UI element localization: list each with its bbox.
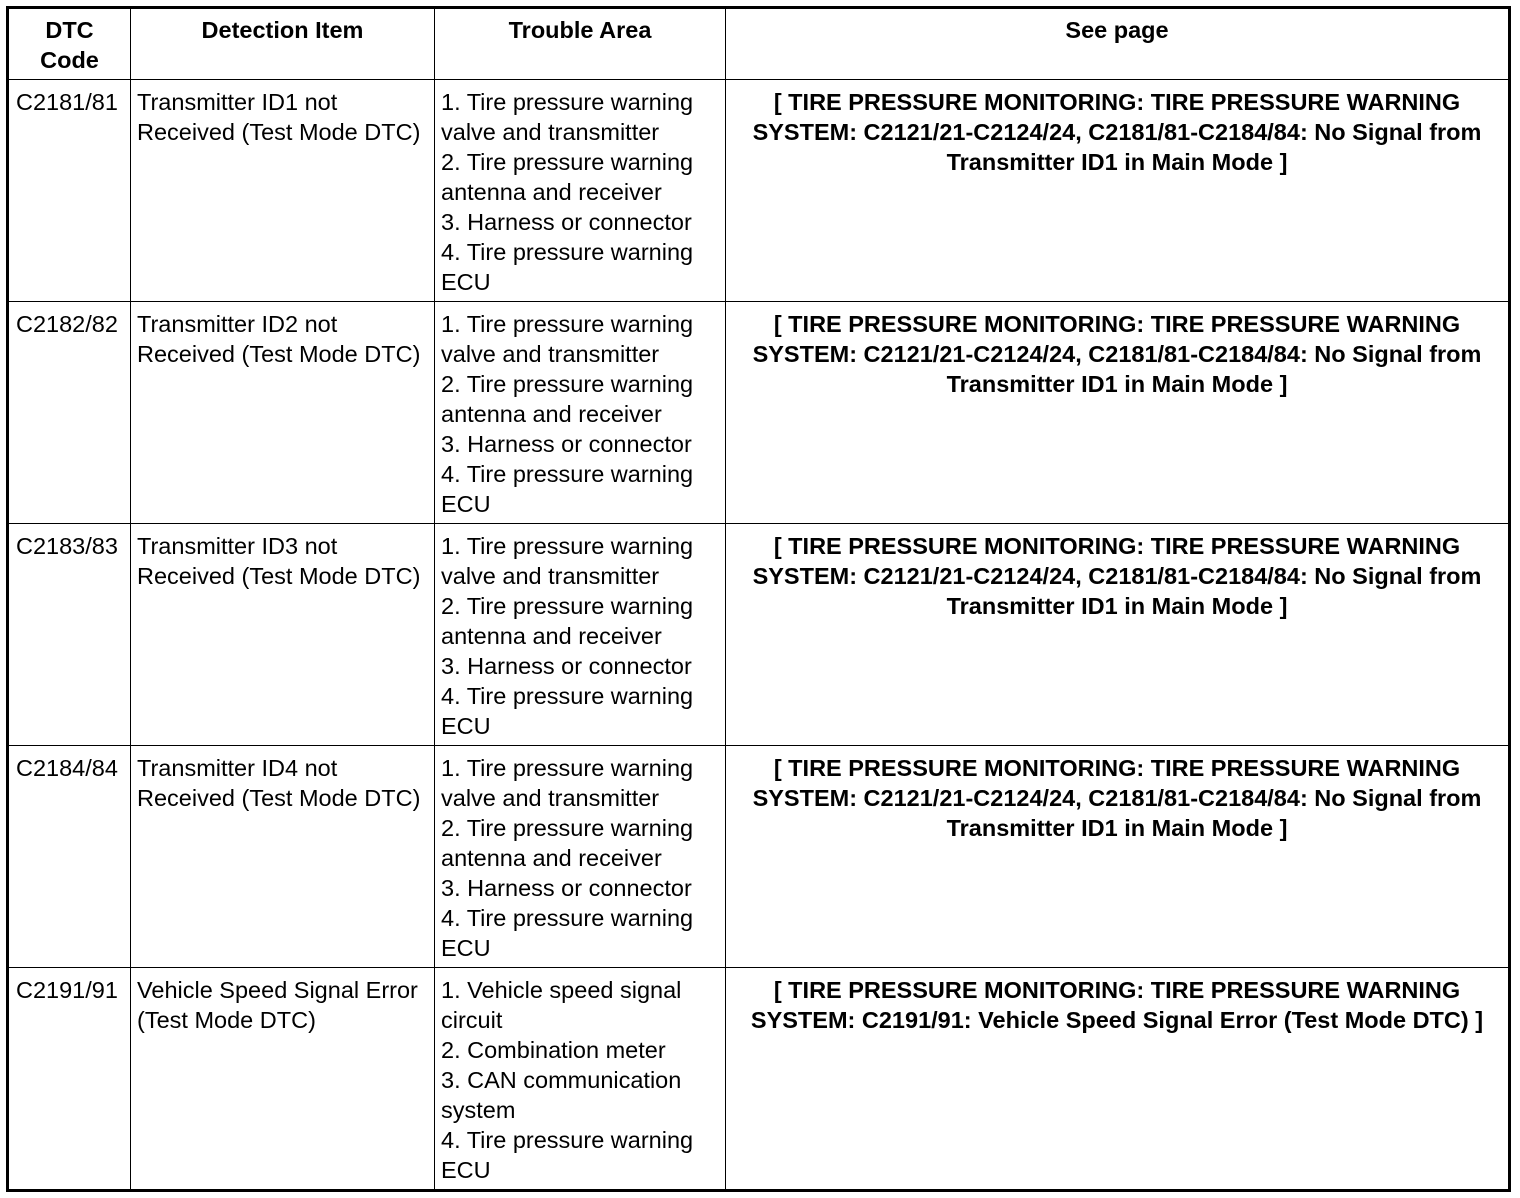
dtc-table (6, 6, 1511, 1192)
header-dtc-code-label: DTC Code (40, 17, 99, 73)
dtc-code-cell: C2182/82 (8, 302, 131, 524)
header-dtc-code (8, 8, 131, 80)
trouble-area-cell (435, 968, 726, 1191)
trouble-area-item: 4. Tire pressure warning ECU (441, 905, 694, 961)
trouble-area-cell (435, 80, 726, 302)
dtc-code-cell: C2183/83 (8, 524, 131, 746)
header-row (8, 8, 1510, 80)
trouble-area-item: 3. Harness or connector (441, 653, 692, 679)
table-row (8, 968, 1510, 1191)
trouble-area-item: 1. Tire pressure warning valve and transmitter (441, 89, 694, 145)
trouble-area-cell (435, 746, 726, 968)
see-page-reference: [ TIRE PRESSURE MONITORING: TIRE PRESSURE WARNING SYSTEM: C2121/21-C2124/24, C2181/81-C2184/84: No Signal from Transmitter ID1 in Main Mode ] (726, 746, 1510, 968)
see-page-reference: [ TIRE PRESSURE MONITORING: TIRE PRESSURE WARNING SYSTEM: C2121/21-C2124/24, C2181/81-C2184/84: No Signal from Transmitter ID1 in Main Mode ] (726, 524, 1510, 746)
trouble-area-item: 2. Combination meter (441, 1037, 666, 1063)
trouble-area-item: 1. Tire pressure warning valve and transmitter (441, 755, 694, 811)
detection-item-cell: Vehicle Speed Signal Error (Test Mode DTC) (131, 968, 435, 1191)
trouble-area-item: 3. Harness or connector (441, 431, 692, 457)
trouble-area-item: 4. Tire pressure warning ECU (441, 683, 694, 739)
trouble-area-item: 1. Tire pressure warning valve and transmitter (441, 533, 694, 589)
trouble-area-item: 2. Tire pressure warning antenna and receiver (441, 593, 694, 649)
trouble-area-cell (435, 302, 726, 524)
header-trouble-area: Trouble Area (435, 8, 726, 80)
trouble-area-item: 4. Tire pressure warning ECU (441, 239, 694, 295)
detection-item-cell: Transmitter ID1 not Received (Test Mode DTC) (131, 80, 435, 302)
detection-item-cell: Transmitter ID3 not Received (Test Mode DTC) (131, 524, 435, 746)
see-page-reference: [ TIRE PRESSURE MONITORING: TIRE PRESSURE WARNING SYSTEM: C2191/91: Vehicle Speed Signal Error (Test Mode DTC) ] (726, 968, 1510, 1191)
trouble-area-item: 1. Tire pressure warning valve and transmitter (441, 311, 694, 367)
detection-item-cell: Transmitter ID2 not Received (Test Mode DTC) (131, 302, 435, 524)
trouble-area-item: 2. Tire pressure warning antenna and receiver (441, 371, 694, 427)
trouble-area-item: 4. Tire pressure warning ECU (441, 1127, 694, 1183)
table-row (8, 524, 1510, 746)
see-page-reference: [ TIRE PRESSURE MONITORING: TIRE PRESSURE WARNING SYSTEM: C2121/21-C2124/24, C2181/81-C2184/84: No Signal from Transmitter ID1 in Main Mode ] (726, 80, 1510, 302)
see-page-reference: [ TIRE PRESSURE MONITORING: TIRE PRESSURE WARNING SYSTEM: C2121/21-C2124/24, C2181/81-C2184/84: No Signal from Transmitter ID1 in Main Mode ] (726, 302, 1510, 524)
trouble-area-item: 3. Harness or connector (441, 875, 692, 901)
header-detection-item: Detection Item (131, 8, 435, 80)
table-row (8, 746, 1510, 968)
trouble-area-item: 2. Tire pressure warning antenna and receiver (441, 149, 694, 205)
trouble-area-item: 3. Harness or connector (441, 209, 692, 235)
dtc-code-cell: C2181/81 (8, 80, 131, 302)
dtc-code-cell: C2191/91 (8, 968, 131, 1191)
table-row (8, 80, 1510, 302)
trouble-area-item: 1. Vehicle speed signal circuit (441, 977, 682, 1033)
trouble-area-cell (435, 524, 726, 746)
header-see-page: See page (726, 8, 1510, 80)
dtc-code-cell: C2184/84 (8, 746, 131, 968)
table-row (8, 302, 1510, 524)
trouble-area-item: 2. Tire pressure warning antenna and receiver (441, 815, 694, 871)
detection-item-cell: Transmitter ID4 not Received (Test Mode DTC) (131, 746, 435, 968)
trouble-area-item: 3. CAN communication system (441, 1067, 682, 1123)
trouble-area-item: 4. Tire pressure warning ECU (441, 461, 694, 517)
